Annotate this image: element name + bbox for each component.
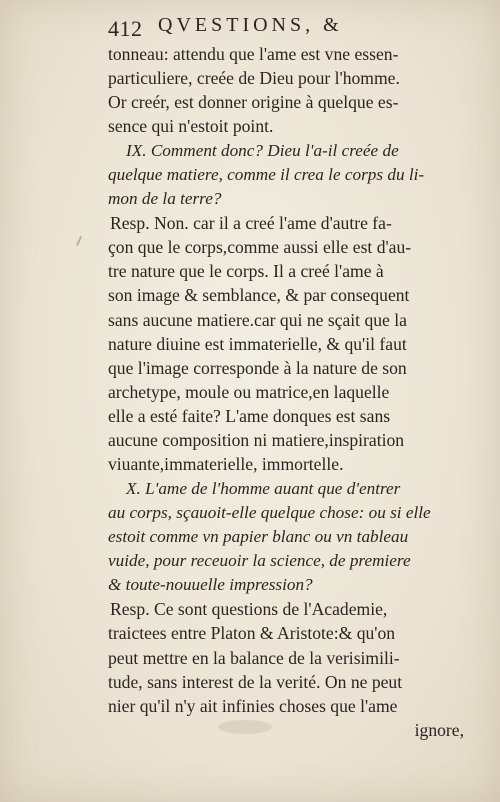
text-line: Or creér, est donner origine à quelque es- — [108, 92, 399, 113]
text-line: aucune composition ni matiere,inspiration — [108, 430, 405, 451]
text-line: peut mettre en la balance de la verisimili- — [108, 647, 400, 668]
response-line: Resp. Ce sont questions de l'Academie, — [110, 599, 388, 620]
text-line: tonneau: attendu que l'ame est vne essen- — [108, 44, 399, 64]
page-header — [108, 8, 468, 44]
text-line: nature diuine est immaterielle, & qu'il faut — [108, 333, 407, 354]
text-line: tude, sans interest de la verité. On ne peut — [108, 671, 403, 692]
paper-speck — [76, 236, 82, 246]
page-number: 412 — [108, 16, 143, 41]
text-line: particuliere, creée de Dieu pour l'homme. — [108, 68, 400, 89]
body-text — [108, 42, 468, 742]
text-line: son image & semblance, & par consequent — [108, 285, 410, 306]
text-line: archetype, moule ou matrice,en laquelle — [108, 381, 390, 402]
question-line: & toute-nouuelle impression? — [108, 575, 313, 595]
text-line: traictees entre Platon & Aristote:& qu'on — [108, 623, 396, 644]
text-line: nier qu'il n'y ait infinies choses que l'ame — [108, 695, 398, 716]
ink-smudge — [218, 720, 272, 734]
running-title: QVESTIONS, & — [158, 14, 343, 36]
question-line: au corps, sçauoit-elle quelque chose: ou si elle — [108, 502, 431, 522]
text-line: çon que le corps,comme aussi elle est d'au- — [108, 237, 412, 258]
question-line: mon de la terre? — [108, 188, 222, 208]
text-line: viuante,immaterielle, immortelle. — [108, 454, 344, 475]
response-line: Resp. Non. car il a creé l'ame d'autre fa- — [110, 212, 392, 233]
question-line: quelque matiere, comme il crea le corps du li- — [108, 164, 425, 184]
text-line: sans aucune matiere.car qui ne sçait que la — [108, 309, 407, 330]
question-line: X. L'ame de l'homme auant que d'entrer — [126, 478, 401, 498]
question-line: IX. Comment donc? Dieu l'a-il creée de — [126, 140, 399, 160]
text-line: elle a esté faite? L'ame donques est sans — [108, 406, 391, 427]
question-line: estoit comme vn papier blanc ou vn tableau — [108, 526, 409, 546]
catchword: ignore, — [414, 719, 464, 740]
text-line: que l'image corresponde à la nature de son — [108, 357, 407, 378]
text-line: sence qui n'estoit point. — [108, 116, 274, 137]
question-line: vuide, pour receuoir la science, de premiere — [108, 550, 411, 570]
text-line: tre nature que le corps. Il a creé l'ame à — [108, 261, 384, 282]
